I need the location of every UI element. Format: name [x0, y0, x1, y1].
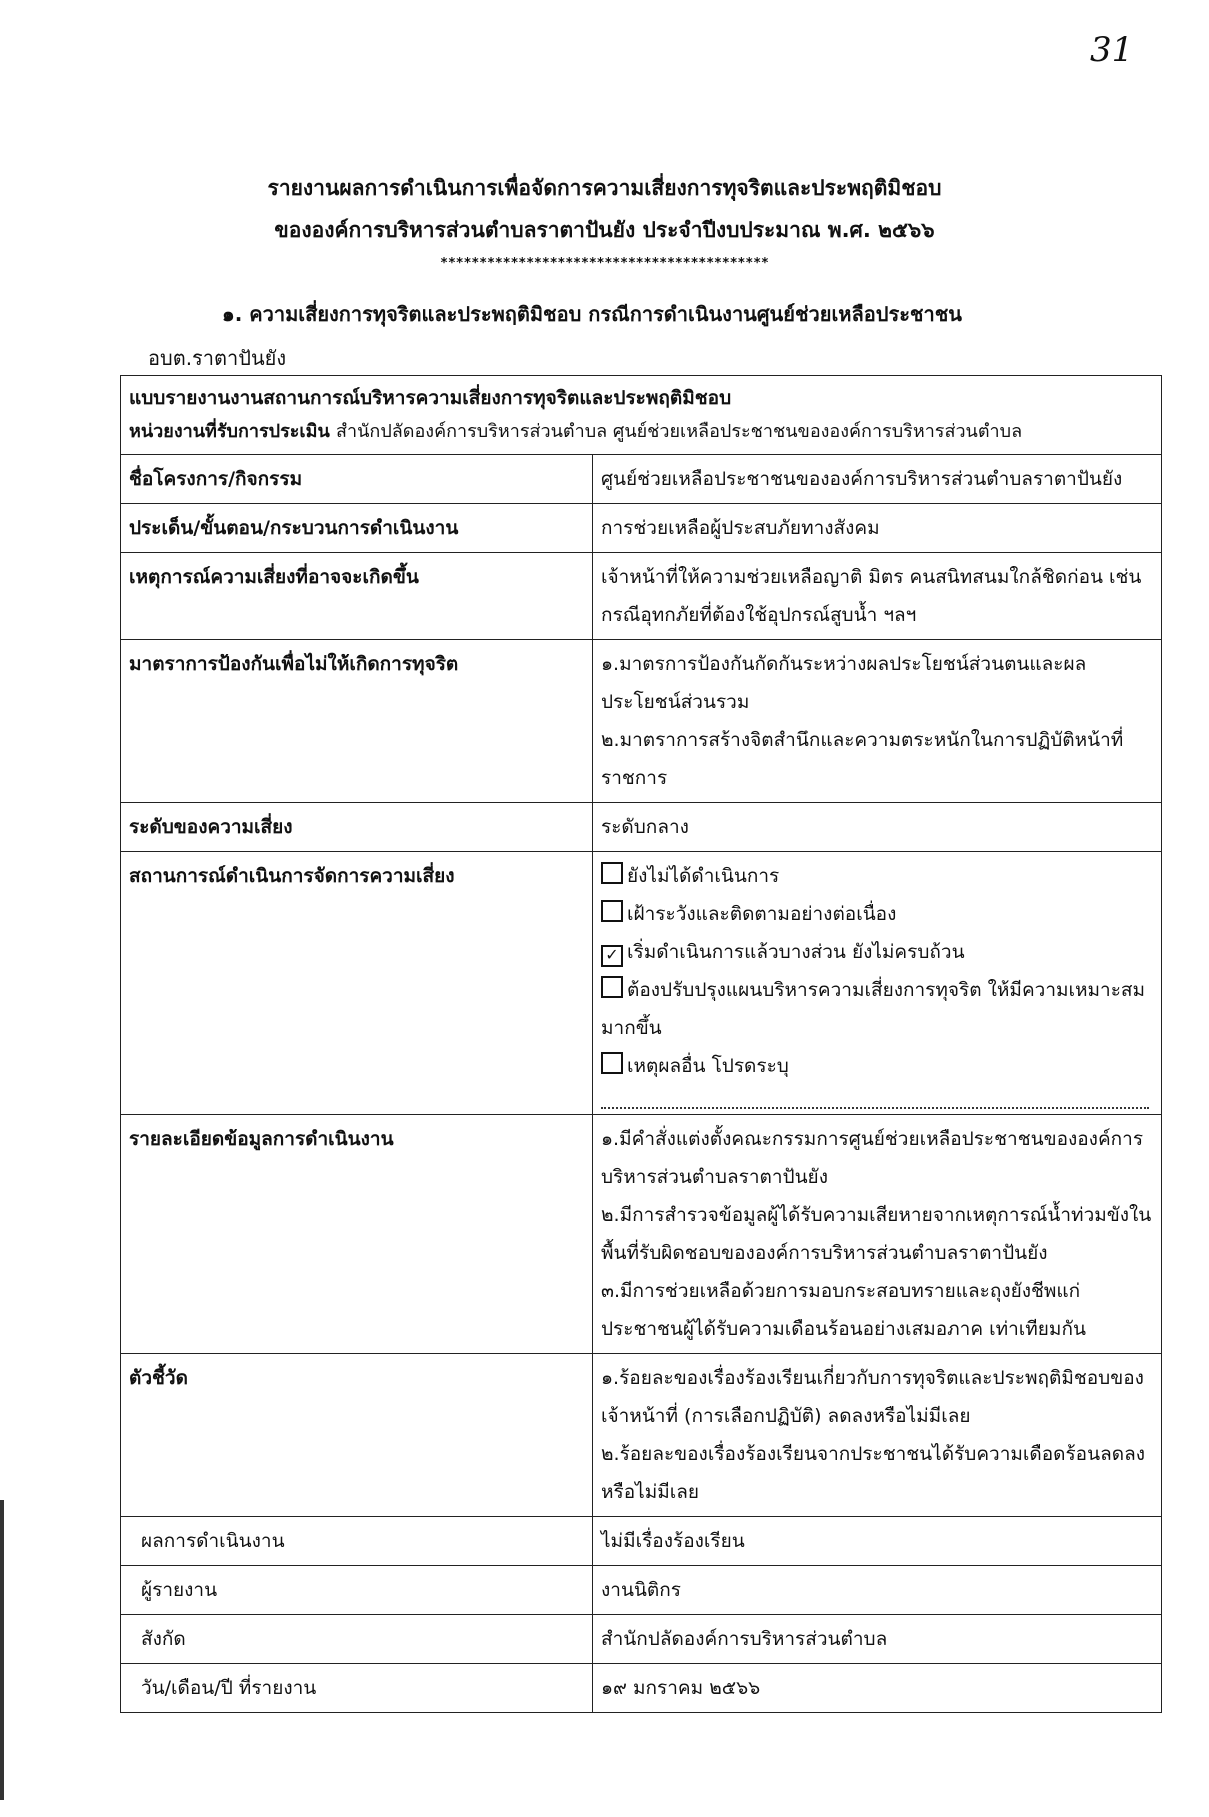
details-item-3: ๓.มีการช่วยเหลือด้วยการมอบกระสอบทรายและถุงยังชีพแก่ประชาชนผู้ได้รับความเดือนร้อนอย่างเสมอภาค เท่าเทียมกัน: [601, 1280, 1086, 1340]
document-title-line-1: รายงานผลการดำเนินการเพื่อจัดการความเสี่ยงการทุจริตและประพฤติมิชอบ: [267, 176, 942, 200]
table-row: [121, 1517, 1162, 1566]
risk-report-table: [120, 375, 1162, 1713]
risk-level-label: ระดับของความเสี่ยง: [121, 803, 593, 852]
project-value: ศูนย์ช่วยเหลือประชาชนขององค์การบริหารส่วนตำบลราตาปันยัง: [593, 455, 1162, 504]
status-options: [593, 852, 1162, 1115]
table-row: [121, 1566, 1162, 1615]
checkbox-icon: [601, 900, 623, 922]
assessed-unit-label: หน่วยงานที่รับการประเมิน: [129, 421, 330, 442]
scan-edge-mark: [0, 1500, 4, 1800]
status-option-text: เฝ้าระวังและติดตามอย่างต่อเนื่อง: [627, 903, 897, 925]
table-row: [121, 1615, 1162, 1664]
table-row: [121, 553, 1162, 640]
affiliation-label: สังกัด: [121, 1615, 593, 1664]
status-option-text: เริ่มดำเนินการแล้วบางส่วน ยังไม่ครบถ้วน: [627, 941, 965, 963]
status-option: [601, 1047, 1153, 1085]
table-row: [121, 1115, 1162, 1354]
assessed-unit-line: [129, 415, 1153, 449]
details-item-2: ๒.มีการสำรวจข้อมูลผู้ได้รับความเสียหายจากเหตุการณ์น้ำท่วมขังในพื้นที่รับผิดชอบขององค์การบริหารส่วนตำบลราตาปันยัง: [601, 1204, 1152, 1264]
details-item-1: ๑.มีคำสั่งแต่งตั้งคณะกรรมการศูนย์ช่วยเหลือประชาชนขององค์การบริหารส่วนตำบลราตาปันยัง: [601, 1128, 1144, 1188]
report-date-value: ๑๙ มกราคม ๒๕๖๖: [593, 1664, 1162, 1713]
table-row: [121, 455, 1162, 504]
table-header-cell: [121, 376, 1162, 455]
table-header-row: [121, 376, 1162, 455]
result-value: ไม่มีเรื่องร้องเรียน: [593, 1517, 1162, 1566]
prevention-label: มาตราการป้องกันเพื่อไม่ให้เกิดการทุจริต: [121, 640, 593, 803]
reporter-label: ผู้รายงาน: [121, 1566, 593, 1615]
status-option-text: ต้องปรับปรุงแผนบริหารความเสี่ยงการทุจริต ให้มีความเหมาะสมมากขึ้น: [601, 979, 1146, 1039]
risk-level-value: ระดับกลาง: [593, 803, 1162, 852]
prevention-value: [593, 640, 1162, 803]
status-option: [601, 895, 1153, 933]
assessed-unit-value: สำนักปลัดองค์การบริหารส่วนตำบล ศูนย์ช่วยเหลือประชาชนขององค์การบริหารส่วนตำบล: [336, 421, 1023, 442]
indicator-item-1: ๑.ร้อยละของเรื่องร้องเรียนเกี่ยวกับการทุจริตและประพฤติมิชอบของเจ้าหน้าที่ (การเลือกปฏิบัติ) ลดลงหรือไม่มีเลย: [601, 1367, 1144, 1427]
section-subheading: อบต.ราตาปันยัง: [148, 346, 287, 370]
status-option-text: ยังไม่ได้ดำเนินการ: [627, 865, 780, 887]
status-option-text: เหตุผลอื่น โปรดระบุ: [627, 1055, 789, 1077]
status-option: [601, 857, 1153, 895]
separator-stars: ******************************************: [440, 256, 769, 271]
indicator-value: [593, 1354, 1162, 1517]
checkbox-icon: [601, 1052, 623, 1074]
page-number: 31: [1090, 30, 1134, 70]
table-row: [121, 640, 1162, 803]
checkbox-checked-icon: ✓: [601, 945, 623, 967]
process-value: การช่วยเหลือผู้ประสบภัยทางสังคม: [593, 504, 1162, 553]
status-option: [601, 933, 1153, 971]
project-label: ชื่อโครงการ/กิจกรรม: [121, 455, 593, 504]
indicator-item-2: ๒.ร้อยละของเรื่องร้องเรียนจากประชาชนได้รับความเดือดร้อนลดลงหรือไม่มีเลย: [601, 1443, 1145, 1503]
result-label: ผลการดำเนินงาน: [121, 1517, 593, 1566]
risk-event-label: เหตุการณ์ความเสี่ยงที่อาจจะเกิดขึ้น: [121, 553, 593, 640]
form-title: แบบรายงานงานสถานการณ์บริหารความเสี่ยงการทุจริตและประพฤติมิชอบ: [129, 387, 732, 409]
table-row: [121, 1664, 1162, 1713]
indicator-label: ตัวชี้วัด: [121, 1354, 593, 1517]
checkbox-icon: [601, 976, 623, 998]
details-value: [593, 1115, 1162, 1354]
details-label: รายละเอียดข้อมูลการดำเนินงาน: [121, 1115, 593, 1354]
reporter-value: งานนิติกร: [593, 1566, 1162, 1615]
table-row: [121, 1354, 1162, 1517]
table-row: [121, 504, 1162, 553]
status-label: สถานการณ์ดำเนินการจัดการความเสี่ยง: [121, 852, 593, 1115]
affiliation-value: สำนักปลัดองค์การบริหารส่วนตำบล: [593, 1615, 1162, 1664]
prevention-item-1: ๑.มาตรการป้องกันกัดกันระหว่างผลประโยชน์ส่วนตนและผลประโยชน์ส่วนรวม: [601, 653, 1087, 713]
status-option: [601, 971, 1153, 1047]
document-title-line-2: ขององค์การบริหารส่วนตำบลราตาปันยัง ประจำปีงบประมาณ พ.ศ. ๒๕๖๖: [274, 218, 935, 242]
process-label: ประเด็น/ขั้นตอน/กระบวนการดำเนินงาน: [121, 504, 593, 553]
checkbox-icon: [601, 862, 623, 884]
other-reason-dotted-line: [601, 1085, 1149, 1109]
prevention-item-2: ๒.มาตราการสร้างจิตสำนึกและความตระหนักในการปฏิบัติหน้าที่ราชการ: [601, 729, 1124, 789]
risk-event-value: เจ้าหน้าที่ให้ความช่วยเหลือญาติ มิตร คนสนิทสนมใกล้ชิดก่อน เช่น กรณีอุทกภัยที่ต้องใช้อุปกรณ์สูบน้ำ ฯลฯ: [593, 553, 1162, 640]
table-row: [121, 803, 1162, 852]
section-heading: ๑. ความเสี่ยงการทุจริตและประพฤติมิชอบ กรณีการดำเนินงานศูนย์ช่วยเหลือประชาชน: [222, 302, 962, 326]
table-row: [121, 852, 1162, 1115]
report-date-label: วัน/เดือน/ปี ที่รายงาน: [121, 1664, 593, 1713]
